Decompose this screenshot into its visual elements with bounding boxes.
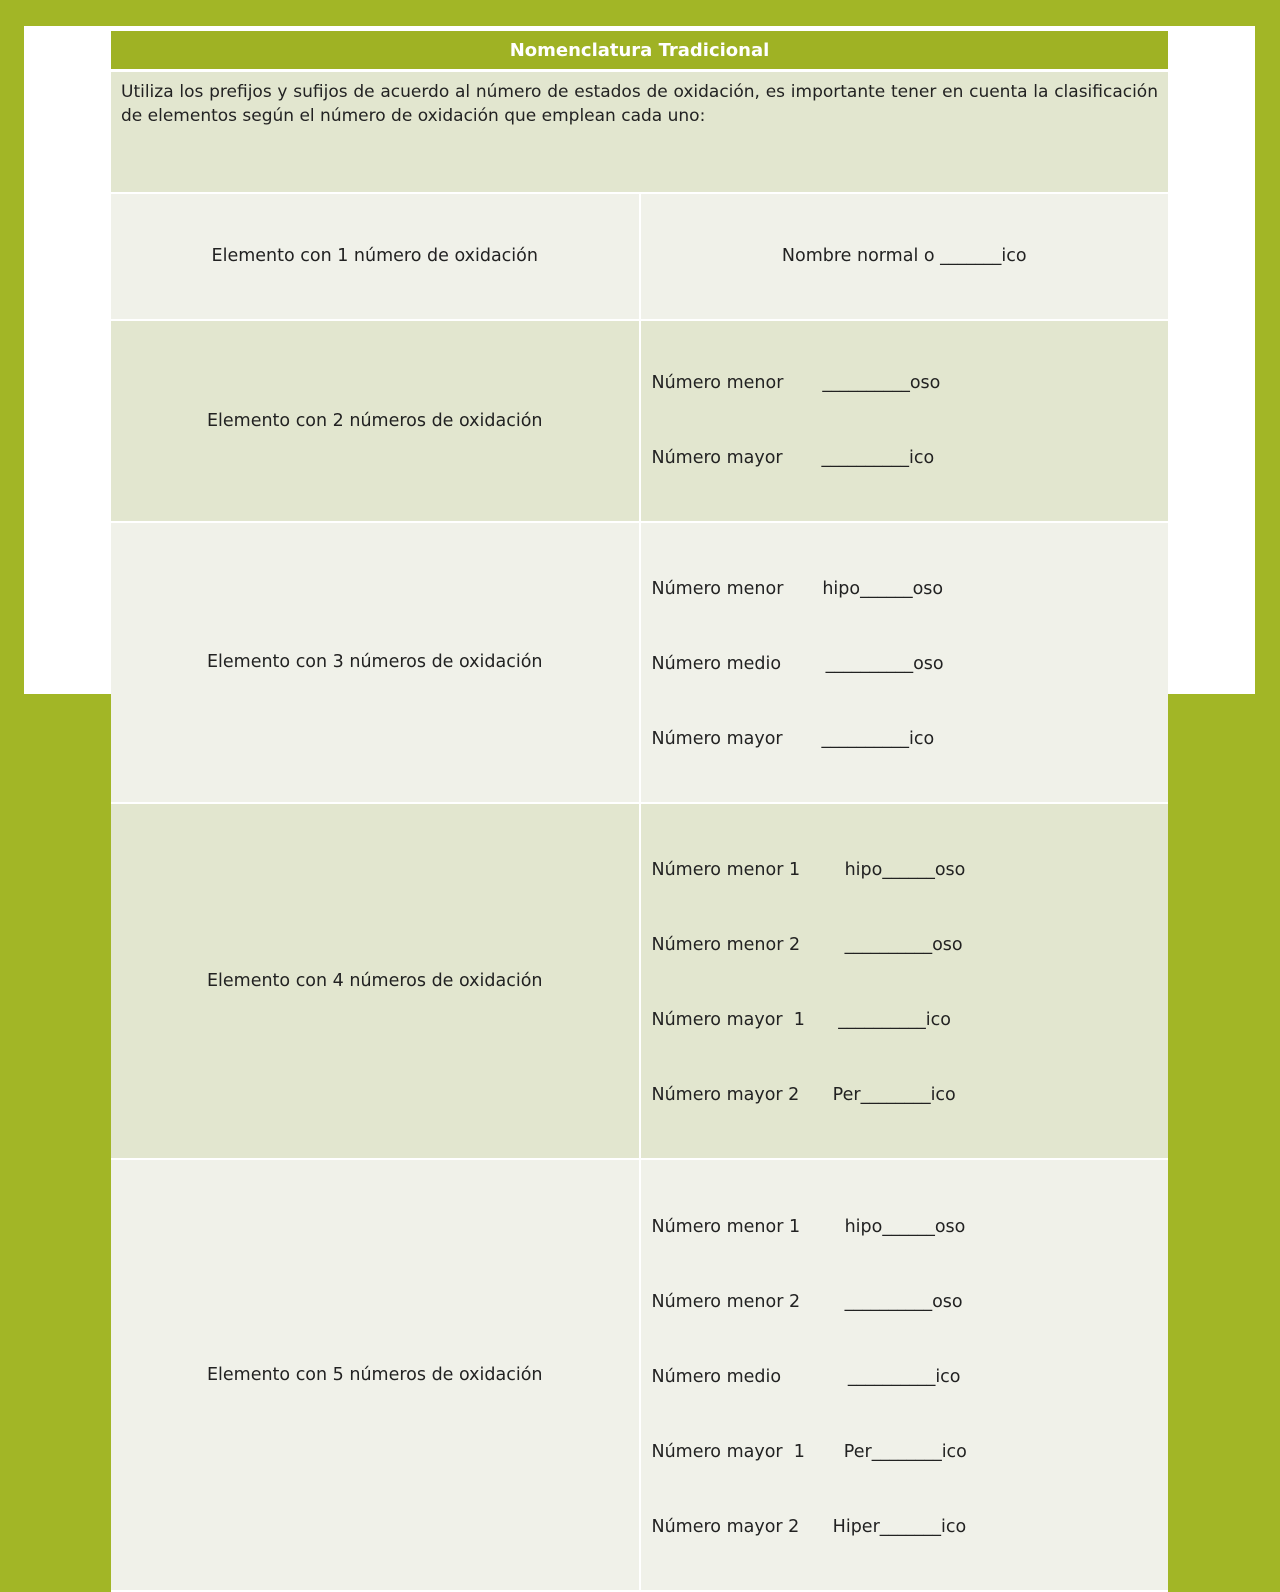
naming-line: Número mayor 1 __________ico [651,1010,951,1030]
naming-line: Número menor 2 __________oso [651,935,963,955]
naming-line: Número menor hipo______oso [651,579,944,599]
element-cell: Elemento con 2 números de oxidación [111,320,640,522]
slide [24,26,1255,1537]
naming-line: Número menor 1 hipo______oso [651,860,966,880]
naming-cell [640,522,1169,803]
naming-line: Número menor 2 __________oso [651,1292,963,1312]
table-row [111,803,1168,1159]
element-cell: Elemento con 3 números de oxidación [111,522,640,803]
naming-line: Número mayor __________ico [651,729,935,749]
naming-line: Número menor 1 hipo______oso [651,1217,966,1237]
naming-line: Nombre normal o _______ico [781,246,1027,266]
naming-cell [640,320,1169,522]
table-row [111,193,1168,320]
table-title: Nomenclatura Tradicional [111,31,1168,71]
nomenclature-table [111,31,1168,1592]
element-cell: Elemento con 4 números de oxidación [111,803,640,1159]
table-row [111,320,1168,522]
naming-line: Número medio __________ico [651,1367,961,1387]
element-cell: Elemento con 5 números de oxidación [111,1159,640,1591]
table-row [111,1159,1168,1591]
naming-line: Número mayor 1 Per________ico [651,1442,967,1462]
intro-text: Utiliza los prefijos y sufijos de acuerdo al número de estados de oxidación, es importante tener en cuenta la clasificación de elementos según el número de oxidación que emplean cada uno: [111,71,1168,194]
naming-cell [640,803,1169,1159]
table-row [111,522,1168,803]
naming-cell [640,1159,1169,1591]
naming-line: Número mayor __________ico [651,448,935,468]
element-cell: Elemento con 1 número de oxidación [111,193,640,320]
naming-line: Número mayor 2 Hiper_______ico [651,1517,967,1537]
naming-line: Número medio __________oso [651,654,944,674]
table-header-row [111,31,1168,71]
naming-line: Número menor __________oso [651,373,941,393]
naming-line: Número mayor 2 Per________ico [651,1085,956,1105]
intro-row [111,71,1168,194]
naming-cell [640,193,1169,320]
